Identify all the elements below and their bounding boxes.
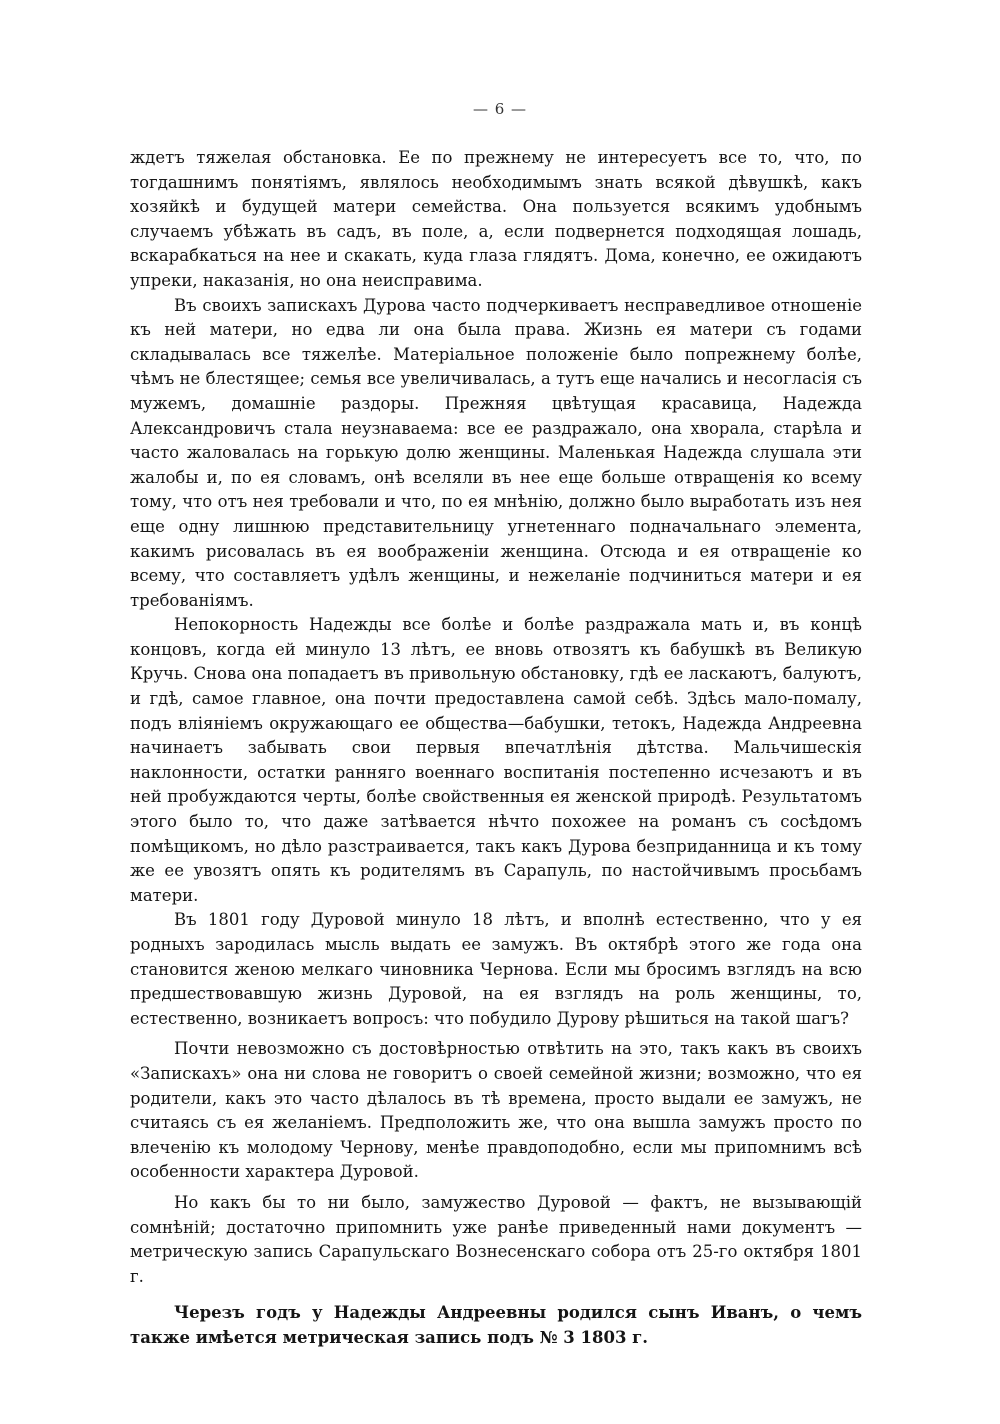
paragraph-5: Почти невозможно съ достовѣрностью отвѣтить на это, такъ какъ въ своихъ «Запискахъ» она ни слова не говоритъ о своей семейной жизни; возможно, что ея родители, какъ это часто дѣлалось въ тѣ времена, просто выдали ее замужъ, не считаясь съ ея желаніемъ. Предположить же, что она вышла замужъ просто по влеченію къ молодому Чернову, менѣе правдоподобно, если мы припомнимъ всѣ особенности характера Дуровой. [130, 1039, 862, 1182]
page-number: — 6 — [472, 100, 528, 118]
paragraph-6: Но какъ бы то ни было, замужество Дуровой — фактъ, не вызывающій сомнѣній; достаточно припомнить уже ранѣе приведенный нами документъ — метрическую запись Сарапульскаго Вознесенскаго собора отъ 25-го октября 1801 г. [130, 1192, 862, 1286]
paragraph-4: Въ 1801 году Дуровой минуло 18 лѣтъ, и вполнѣ естественно, что у ея родныхъ зародилась мысль выдать ее замужъ. Въ октябрѣ этого же года она становится женою мелкаго чиновника Чернова. Если мы бросимъ взглядъ на всю предшествовавшую жизнь Дуровой, на ея взглядъ на роль женщины, то, естественно, возникаетъ вопросъ: что побудило Дурову рѣшиться на такой шагъ? [130, 910, 862, 1028]
paragraph-2: Въ своихъ запискахъ Дурова часто подчеркиваетъ несправедливое отношеніе къ ней матери, но едва ли она была права. Жизнь ея матери съ годами складывалась все тяжелѣе. Матеріальное положеніе было попрежнему болѣе, чѣмъ не блестящее; семья все увеличивалась, а тутъ еще начались и несогласія съ мужемъ, домашніе раздоры. Прежняя цвѣтущая красавица, Надежда Александровичъ стала неузнаваема: все ее раздражало, она хворала, старѣла и часто жаловалась на горькую долю женщины. Маленькая Надежда слушала эти жалобы и, по ея словамъ, онѣ вселяли въ нее еще больше отвращенія ко всему тому, что отъ нея требовали и что, по ея мнѣнію, должно было выработать изъ нея еще одну лишнюю представительницу угнетеннаго подначальнаго элемента, какимъ рисовалась въ ея воображеніи женщина. Отсюда и ея отвращеніе ко всему, что составляетъ удѣлъ женщины, и нежеланіе подчиниться матери и ея требованіямъ. [130, 295, 862, 610]
paragraph-7: Черезъ годъ у Надежды Андреевны родился сынъ Иванъ, о чемъ также имѣется метрическая запись подъ № 3 1803 г. [130, 1303, 862, 1347]
paragraph-3: Непокорность Надежды все болѣе и болѣе раздражала мать и, въ концѣ концовъ, когда ей минуло 13 лѣтъ, ее вновь отвозятъ къ бабушкѣ въ Великую Кручь. Снова она попадаетъ въ привольную обстановку, гдѣ ее ласкаютъ, балуютъ, и гдѣ, самое главное, она почти предоставлена самой себѣ. Здѣсь мало-помалу, подъ вліяніемъ окружающаго ее общества—бабушки, тетокъ, Надежда Андреевна начинаетъ забывать свои первыя впечатлѣнія дѣтства. Мальчишескія наклонности, остатки ранняго военнаго воспитанія постепенно исчезаютъ и въ ней пробуждаются черты, болѣе свойственныя ея женской природѣ. Результатомъ этого было то, что даже затѣвается нѣчто похожее на романъ съ сосѣдомъ помѣщикомъ, но дѣло разстраивается, такъ какъ Дурова безприданница и къ тому же ее увозятъ опять къ родителямъ въ Сарапуль, по настойчивымъ просьбамъ матери. [130, 615, 862, 905]
paragraph-1: ждетъ тяжелая обстановка. Ее по прежнему не интересуетъ все то, что, по тогдашнимъ понятіямъ, являлось необходимымъ знать всякой дѣвушкѣ, какъ хозяйкѣ и будущей матери семейства. Она пользуется всякимъ удобнымъ случаемъ убѣжать въ садъ, въ поле, а, если подвернется подходящая лошадь, вскарабкаться на нее и скакать, куда глаза глядятъ. Дома, конечно, ее ожидаютъ упреки, наказанія, но она неисправима. [130, 148, 862, 290]
body-text [130, 146, 862, 1351]
